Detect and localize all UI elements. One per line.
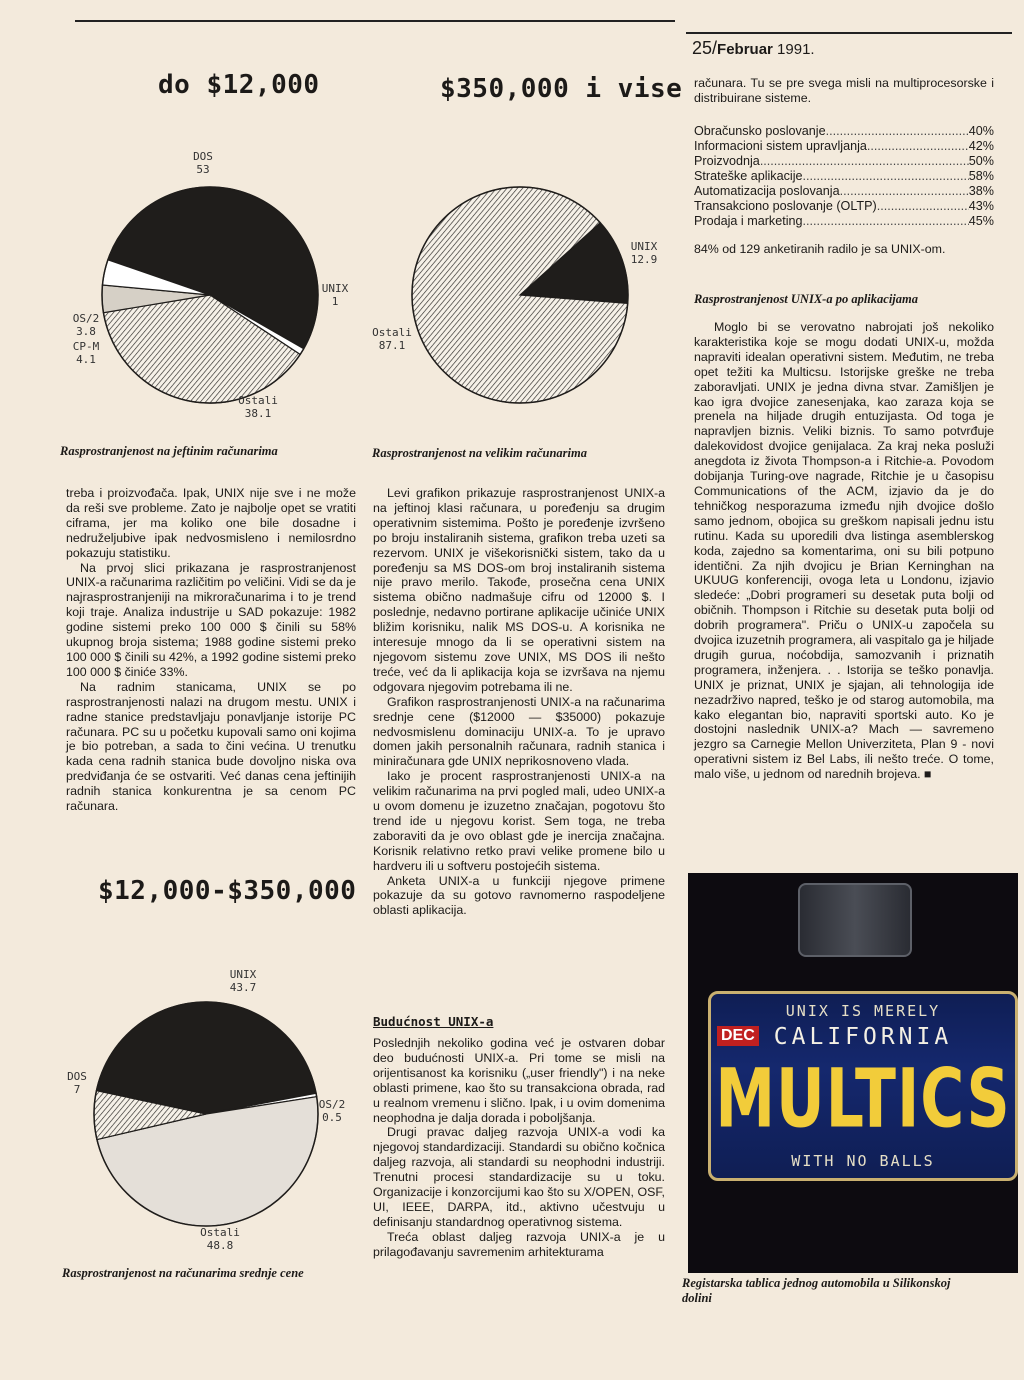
column-3-text: Moglo bi se verovatno nabrojati još nekoliko karakteristika koje se mogu dodati UNIX-u, možda napraviti idealan operativni sistem. Međutim, ne treba opet težiti ka Multicsu. Istorijske greške ne treba zaboravljati. UNIX je jedna divna stvar. Zamišljen je kao igra dvojice zanesenjaka, kao zaraza koja se prenela na hiljade drugih entuzijasta. Od toga je napravljen biznis. Veliki biznis. To samo potvrđuje dalekovidost dvojice genijalaca. Za kraj neka posluži anegdota iz života Thompson-a i Ritchie-a. Povodom dobijanja Turing-ove nagrade, Ritchie je u časopisu Communications of the ACM, izjavio da je do tehničkog nesporazuma između njih dvojice došlo samo jednom, obojica su greškom napisali jednu istu rutinu. Kada su uporedili dva listinga asemblerskog koda, zajedno sa komentarima, oni su bili potpuno identični. Za njih dvojicu je Brian Kerninghan na UKUUG konferenciji, ovoga leta u Londonu, izjavio sledeće: „Dobri programeri su desetak puta bolji od običnih. Thompson i Ritchie su desetak puta bolji od dobrih programera". Priču o UNIX-u započela su dvojica izuzetnih programera, ali vaspitalo ga je hiljade drugih gurua, noćobdija, samozvanih i priznatih programera, inženjera. . . Istorija se teško ponavlja. UNIX je priznat, UNIX je sjajan, ali tehnologija ide nezadrživo napred, teško je od starog automobila, ma kako elegantan bio, napraviti sportski auto. Ko je dostojni naslednik UNIX-a? Mach — savremeno jezgro sa Carnegie Mellon Univerziteta, Plan 9 - novi operativni sistem iz Bel Labs, ili nešto treće. O tome, malo više, u jednom od narednih brojeva. ■ bbox=[694, 320, 994, 782]
plate-bottom-text: WITH NO BALLS bbox=[791, 1152, 935, 1170]
stat-row: Transakciono poslovanje (OLTP) ..... 43% bbox=[694, 199, 994, 214]
stats-caption: Rasprostranjenost UNIX-a po aplikacijama bbox=[694, 292, 918, 306]
plate-main-text: MULTICS bbox=[715, 1052, 1011, 1147]
column-2-text: Levi grafikon prikazuje rasprostranjenost UNIX-a na jeftinoj klasi računara, u poređenju sa drugim operativnim sistemima. Pošto je poređenje izvršeno po broju instaliranih sistema, grafikon treba uzeti sa rezervom. UNIX je višekorisnički sistem, tako da u poređenju sa MS DOS-om broj instaliranih sistema nije pravo merilo. Takođe, prosečna cena UNIX sistema obično nadmašuje cifru od 12000 $. I poslednje, nedavno portirane aplikacije učiniće UNIX bližim korisniku, nalik MS DOS-u. A korisnika ne interesuje mnogo da li se operativni sistem na njegovom sistemu zove UNIX, MS DOS ili nešto treće, već da li aplikacija koja se izvršava na njemu odgovara njegovim potrebama ili ne. Grafikon rasprostranjenosti UNIX-a na računarima srednje cene ($12000 — $35000) pokazuje nedvosmislenu dominaciju UNIX-a. To je upravo domen jakih personalnih računara, radnih stanica i miniračunara gde UNIX neprikosnoveno vlada. Iako je procent rasprostranjenosti UNIX-a na velikim računarima na prvi pogled mali, udeo UNIX-a u ovom domenu je izuzetno značajan, pogotovu što trend ide u njegovu korist. Sem toga, ne treba zaboraviti da je ovo oblast gde je inercija značajna. Korisnik relativno retko pravi velike promene bilo u hardveru ili u softveru postojećih sistema. Anketa UNIX-a u funkciji njegove primene pokazuje da su gotovo ravnomerno raspodeljene oblasti aplikacija. bbox=[373, 486, 665, 918]
survey-note: 84% od 129 anketiranih radilo je sa UNIX-om. bbox=[694, 242, 946, 256]
license-plate-photo bbox=[688, 873, 1018, 1273]
stat-row: Obračunsko poslovanje ..... 40% bbox=[694, 124, 994, 139]
plate-top-text: UNIX IS MERELY bbox=[785, 1002, 941, 1020]
pie1-caption: Rasprostranjenost na jeftinim računarima bbox=[60, 444, 278, 458]
pie3-label-ostali: Ostali 48.8 bbox=[200, 1226, 240, 1252]
pie2-caption: Rasprostranjenost na velikim računarima bbox=[372, 446, 587, 460]
license-plate bbox=[708, 991, 1018, 1181]
plate-state: CALIFORNIA bbox=[773, 1024, 953, 1050]
pie-chart-mid-price bbox=[92, 1000, 320, 1228]
issue-date: 25/Februar 1991. bbox=[692, 38, 815, 58]
pie1-label-os2: OS/2 3.8 bbox=[72, 312, 100, 338]
pie1-label-ostali: Ostali 38.1 bbox=[238, 394, 278, 420]
top-rule-left bbox=[75, 20, 675, 22]
column-2-text-future: Poslednjih nekoliko godina već je ostvaren dobar deo budućnosti UNIX-a. Pri tome se misli na orijentisanost ka korisniku („user friendly") i na neke oblasti primene, kao što su transakciona obrada, rad u realnom vremenu i slično. Ipak, i u ovim domenima neophodna je dalja dorada i poboljšanja. Drugi pravac daljeg razvoja UNIX-a vodi ka njegovoj standardizaciji. Standardi su obično kočnica daljeg razvoja, ali standardi su neophodni industriji. Trenutni procesi standardizacije su u toku. Organizacije i konzorcijumi kao što su X/OPEN, OSF, UI, IEEE, DARPA, itd., aktivno učestvuju u definisanju standardnog operativnog sistema. Treća oblast daljeg razvoja UNIX-a je u prilagođavanju savremenim arhitekturama bbox=[373, 1036, 665, 1259]
column-1-text: treba i proizvođača. Ipak, UNIX nije sve i ne može da reši sve probleme. Zato je najbolje opet se vratiti ciframa, jer ma koliko one bile dosadne i nedruželjubive ipak nedvosmisleno i nemilosrdno pokazuju statistiku. Na prvoj slici prikazana je rasprostranjenost UNIX-a računarima različitim po veličini. Vidi se da je najrasprostranjeniji na mikroračunarima i to je trend koji traje. Analiza industrije u SAD pokazuje: 1982 godine sistemi preko 100 000 $ činili su 58% ukupnog broja sistema; 1988 godine sistemi preko 100 000 $ činili su 42%, a 1992 godine sistemi preko 100 000 $ činiće 33%. Na radnim stanicama, UNIX se po rasprostranjenosti nalazi na drugom mestu. UNIX i radne stanice predstavljaju ponavljanje istorije PC računara. PC su u početku kupovali samo oni kojima je bio potreban, a sada to čini većina. U trenutku kada cena radnih stanica bude dovoljno niska ova predviđanja će se ostvariti. Već danas cena jeftinijih radnih stanica konkurentna je sa cenom PC računara. bbox=[66, 486, 356, 814]
pie1-label-dos: DOS 53 bbox=[193, 150, 213, 176]
pie2-label-unix: UNIX 12.9 bbox=[630, 240, 658, 266]
pie3-label-unix: UNIX 43.7 bbox=[229, 968, 257, 994]
pie1-label-cpm: CP-M 4.1 bbox=[72, 340, 100, 366]
application-stats-list bbox=[694, 124, 994, 229]
pie-chart-low-price bbox=[100, 185, 320, 405]
car-grille bbox=[798, 883, 912, 957]
photo-caption: Registarska tablica jednog automobila u Silikonskoj dolini bbox=[682, 1276, 951, 1305]
pie1-label-unix: UNIX 1 bbox=[321, 282, 349, 308]
pie-chart-high-price bbox=[410, 185, 630, 405]
heading-low-price: do $12,000 bbox=[158, 70, 320, 100]
pie3-label-os2: OS/2 0.5 bbox=[318, 1098, 346, 1124]
pie2-label-ostali: Ostali 87.1 bbox=[372, 326, 412, 352]
stat-row: Proizvodnja ..... 50% bbox=[694, 154, 994, 169]
stat-row: Prodaja i marketing ..... 45% bbox=[694, 214, 994, 229]
pie3-label-dos: DOS 7 bbox=[67, 1070, 87, 1096]
pie3-caption: Rasprostranjenost na računarima srednje cene bbox=[62, 1266, 304, 1280]
plate-badge: DEC bbox=[717, 1026, 759, 1046]
stat-row: Automatizacija poslovanja ..... 38% bbox=[694, 184, 994, 199]
subheading-future: Budućnost UNIX-a bbox=[373, 1014, 494, 1029]
stat-row: Informacioni sistem upravljanja ..... 42% bbox=[694, 139, 994, 154]
stat-row: Strateške aplikacije ..... 58% bbox=[694, 169, 994, 184]
heading-high-price: $350,000 i vise bbox=[440, 74, 683, 104]
top-rule-right bbox=[686, 32, 1012, 34]
heading-mid-price: $12,000-$350,000 bbox=[98, 876, 357, 906]
column-3-intro: računara. Tu se pre svega misli na multiprocesorske i distribuirane sisteme. bbox=[694, 76, 994, 105]
